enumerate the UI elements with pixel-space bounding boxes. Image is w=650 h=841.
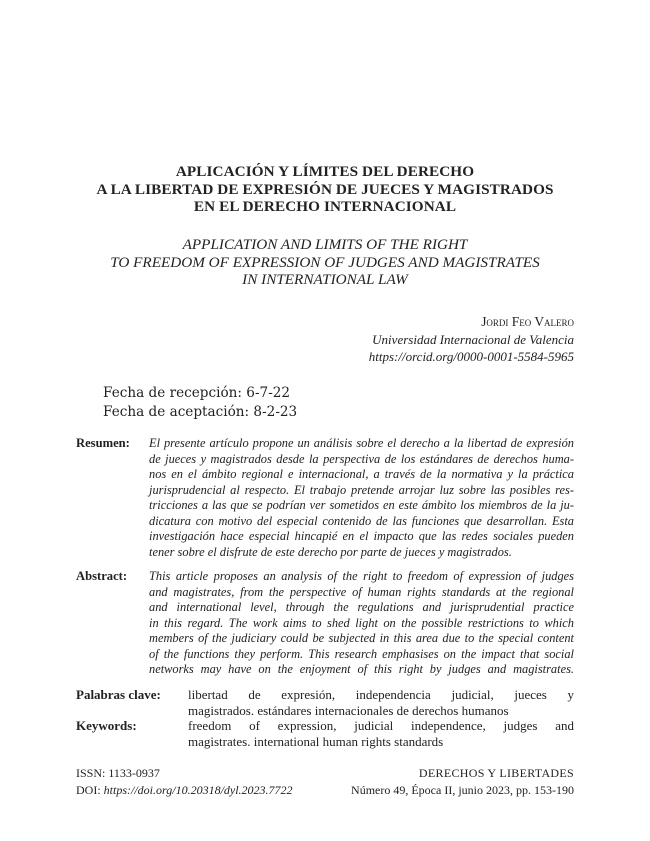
resumen-line: tricciones a las que se podrían ver sometidos en este ámbito los miembros de la ju-: [149, 498, 574, 512]
title-english-line: IN INTERNATIONAL LAW: [242, 271, 408, 288]
journal-name: DERECHOS Y LIBERTADES: [418, 766, 574, 780]
keywords-label: Keywords:: [76, 718, 137, 733]
resumen-line: dicatura con motivo del especial contenido de las funciones que desarrollan. Esta: [149, 513, 574, 528]
title-spanish-line: EN EL DERECHO INTERNACIONAL: [193, 198, 457, 215]
author-orcid-link[interactable]: https://orcid.org/0000-0001-5584-5965: [368, 349, 574, 364]
palabras-clave-line: magistrados. estándares internacionales de derechos humanos: [188, 702, 509, 718]
submission-dates: [103, 384, 297, 422]
palabras-clave-line: libertad de expresión, independencia judicial, jueces y: [188, 687, 574, 702]
abstract-label: Abstract:: [76, 569, 128, 583]
title-spanish: [60, 163, 590, 216]
title-english-line: TO FREEDOM OF EXPRESSION OF JUDGES AND MAGISTRATES: [110, 253, 540, 271]
resumen-line: El presente artículo propone un análisis sobre el derecho a la libertad de expresión: [149, 436, 574, 450]
abstract-line: members of the judiciary could be subjected in this area due to the special content: [149, 631, 574, 645]
title-spanish-line: A LA LIBERTAD DE EXPRESIÓN DE JUECES Y MAGISTRADOS: [96, 180, 554, 198]
issn: ISSN: 1133-0937: [76, 766, 160, 780]
abstract-line: and international level, through the regulations and jurisprudential practice: [149, 600, 574, 614]
abstract-line: This article proposes an analysis of the right to freedom of expression of judges: [149, 569, 574, 583]
title-spanish-line: APLICACIÓN Y LÍMITES DEL DERECHO: [175, 163, 475, 180]
footer-identifiers: [76, 765, 293, 799]
resumen-line: nos en el ámbito regional e internacional, a través de la normativa y la práctica: [149, 467, 574, 481]
resumen-text: [149, 436, 574, 560]
resumen-label: Resumen:: [76, 436, 130, 450]
title-english: [60, 236, 590, 289]
keywords-line: magistrates. international human rights standards: [188, 733, 444, 749]
issue-info: Número 49, Época II, junio 2023, pp. 153-190: [351, 783, 574, 797]
author-block: [369, 313, 574, 366]
doi-line: [76, 782, 293, 799]
doi-link[interactable]: https://doi.org/10.20318/dyl.2023.7722: [103, 783, 293, 797]
doi-label: DOI:: [76, 783, 104, 797]
abstract-line: in this regard. The work aims to shed light on the possible restrictions to which: [149, 615, 574, 630]
resumen-line: jurisprudencial al respecto. El trabajo pretende arrojar luz sobre las posibles res-: [149, 482, 574, 497]
resumen-line: tener sobre el disfrute de este derecho por parte de jueces y magistrados.: [149, 544, 512, 559]
author-name: Jordi Feo Valero: [481, 314, 574, 329]
keywords-text: [188, 718, 574, 749]
resumen-line: investigación hace especial hincapié en el impacto que las redes sociales pueden: [149, 529, 574, 543]
received-date: Fecha de recepción: 6-7-22: [103, 385, 291, 401]
abstract-line: and magistrates, from the perspective of human rights standards at the regional: [149, 584, 574, 599]
abstract-line: of the functions they perform. This research emphasises on the impact that social: [149, 646, 574, 661]
author-affiliation: Universidad Internacional de Valencia: [372, 331, 574, 347]
footer-journal: [351, 765, 574, 799]
abstract-line: networks may have on the enjoyment of this right by judges and magistrates.: [149, 662, 574, 676]
accepted-date: Fecha de aceptación: 8-2-23: [103, 404, 298, 420]
abstract-text: [149, 569, 574, 678]
palabras-clave-text: [188, 687, 574, 718]
palabras-clave-label: Palabras clave:: [76, 687, 161, 702]
resumen-line: de jueces y magistrados desde la perspectiva de los estándares de derechos huma-: [149, 451, 574, 466]
keywords-line: freedom of expression, judicial independence, judges and: [188, 718, 574, 733]
title-english-line: APPLICATION AND LIMITS OF THE RIGHT: [182, 236, 468, 253]
